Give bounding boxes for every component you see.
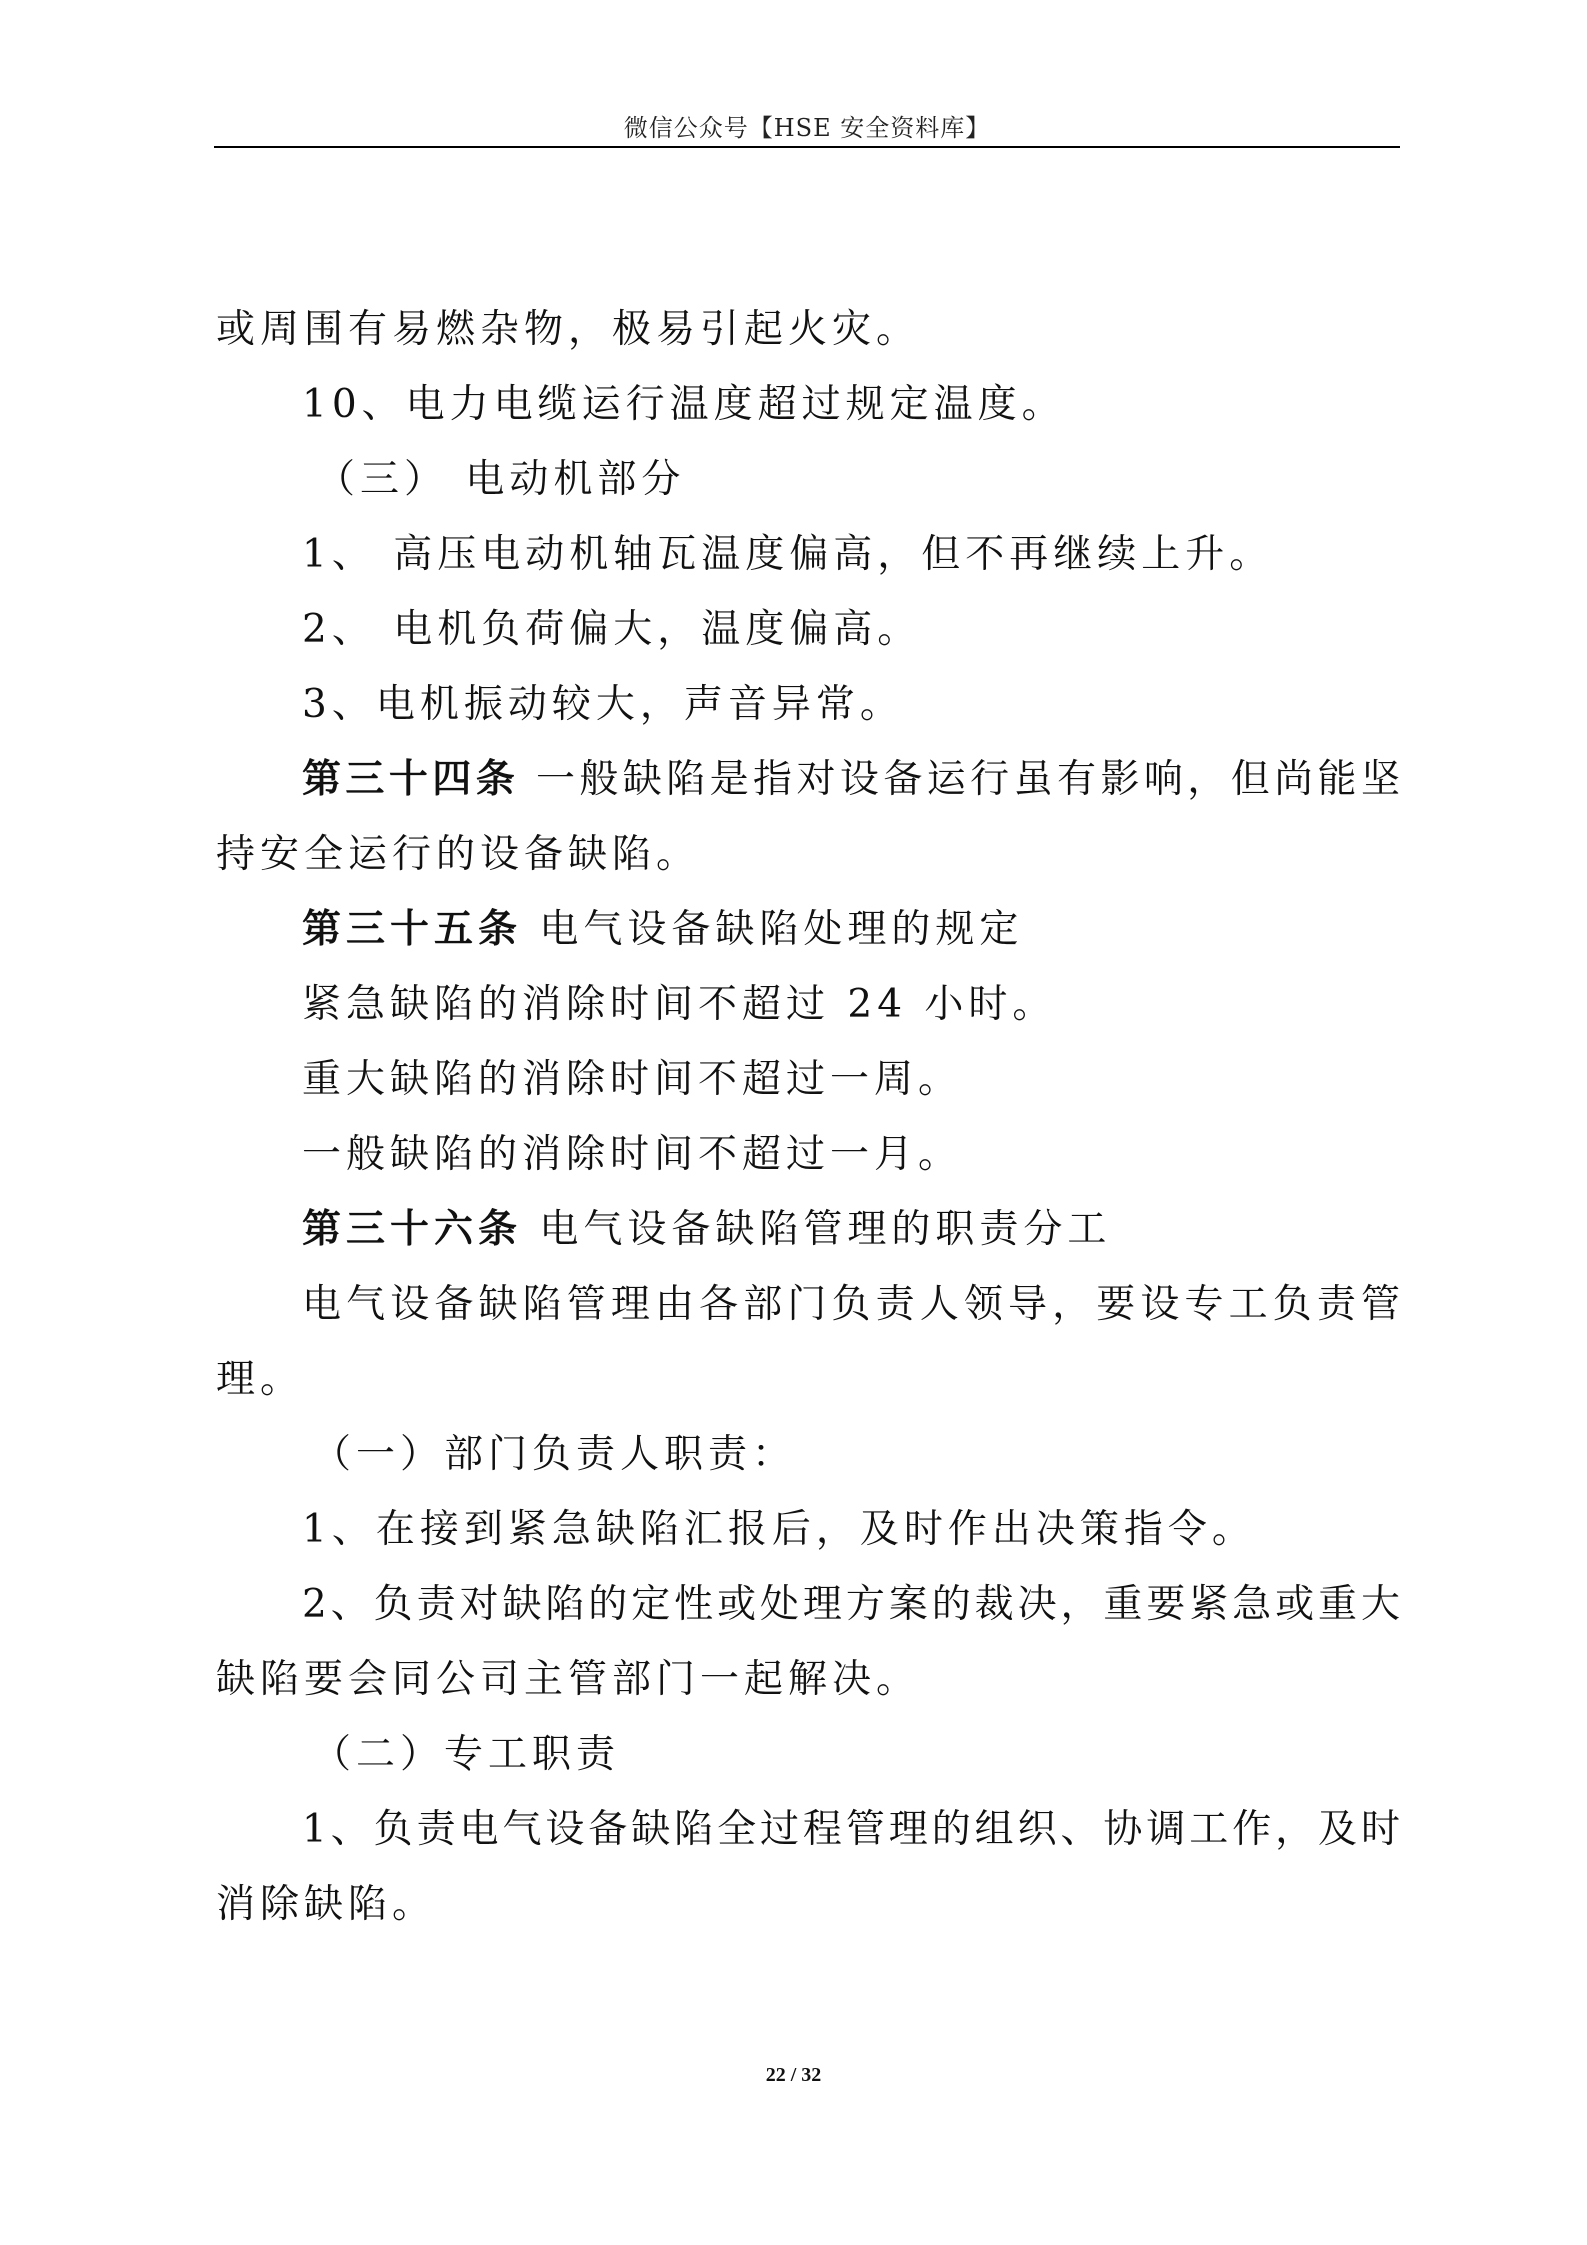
paragraph-line: 一般缺陷的消除时间不超过一月。 <box>302 1132 963 1177</box>
section-heading: （二）专工职责 <box>312 1732 621 1777</box>
document-body <box>216 292 1400 1942</box>
paragraph-line: 1、负责电气设备缺陷全过程管理的组织、协调工作，及时 <box>302 1807 1400 1852</box>
paragraph-line: 1、 高压电动机轴瓦温度偏高，但不再继续上升。 <box>302 532 1274 577</box>
section-heading: （三） 电动机部分 <box>316 457 686 502</box>
article-number: 第三十四条 <box>302 756 520 802</box>
page-header: 微信公众号【HSE 安全资料库】 <box>623 114 991 142</box>
article-number: 第三十五条 <box>302 906 523 952</box>
paragraph-line: 紧急缺陷的消除时间不超过 24 小时。 <box>302 982 1057 1027</box>
article-line <box>216 742 1400 817</box>
article-text: 一般缺陷是指对设备运行虽有影响，但尚能坚 <box>519 757 1400 802</box>
paragraph-line: 缺陷要会同公司主管部门一起解决。 <box>216 1657 921 1702</box>
article-text: 电气设备缺陷管理的职责分工 <box>522 1207 1112 1252</box>
page-number: 22 / 32 <box>765 2064 822 2086</box>
article-text: 电气设备缺陷处理的规定 <box>522 907 1024 952</box>
paragraph-line: 1、在接到紧急缺陷汇报后，及时作出决策指令。 <box>302 1507 1256 1552</box>
article-line <box>216 1192 1400 1267</box>
paragraph-line: 电气设备缺陷管理由各部门负责人领导，要设专工负责管 <box>302 1282 1400 1327</box>
paragraph-line: 3、电机振动较大，声音异常。 <box>302 682 904 727</box>
section-heading: （一）部门负责人职责： <box>312 1432 797 1477</box>
article-number: 第三十六条 <box>302 1206 523 1252</box>
paragraph-line: 2、 电机负荷偏大，温度偏高。 <box>302 607 922 652</box>
paragraph-line: 理。 <box>216 1357 305 1402</box>
paragraph-line: 或周围有易燃杂物，极易引起火灾。 <box>216 307 921 352</box>
paragraph-line: 消除缺陷。 <box>216 1882 437 1927</box>
article-line <box>216 892 1400 967</box>
paragraph-line: 重大缺陷的消除时间不超过一周。 <box>302 1057 963 1102</box>
paragraph-line: 持安全运行的设备缺陷。 <box>216 832 701 877</box>
paragraph-line: 10、电力电缆运行温度超过规定温度。 <box>302 382 1066 427</box>
header-divider <box>214 146 1400 148</box>
paragraph-line: 2、负责对缺陷的定性或处理方案的裁决，重要紧急或重大 <box>302 1582 1400 1627</box>
